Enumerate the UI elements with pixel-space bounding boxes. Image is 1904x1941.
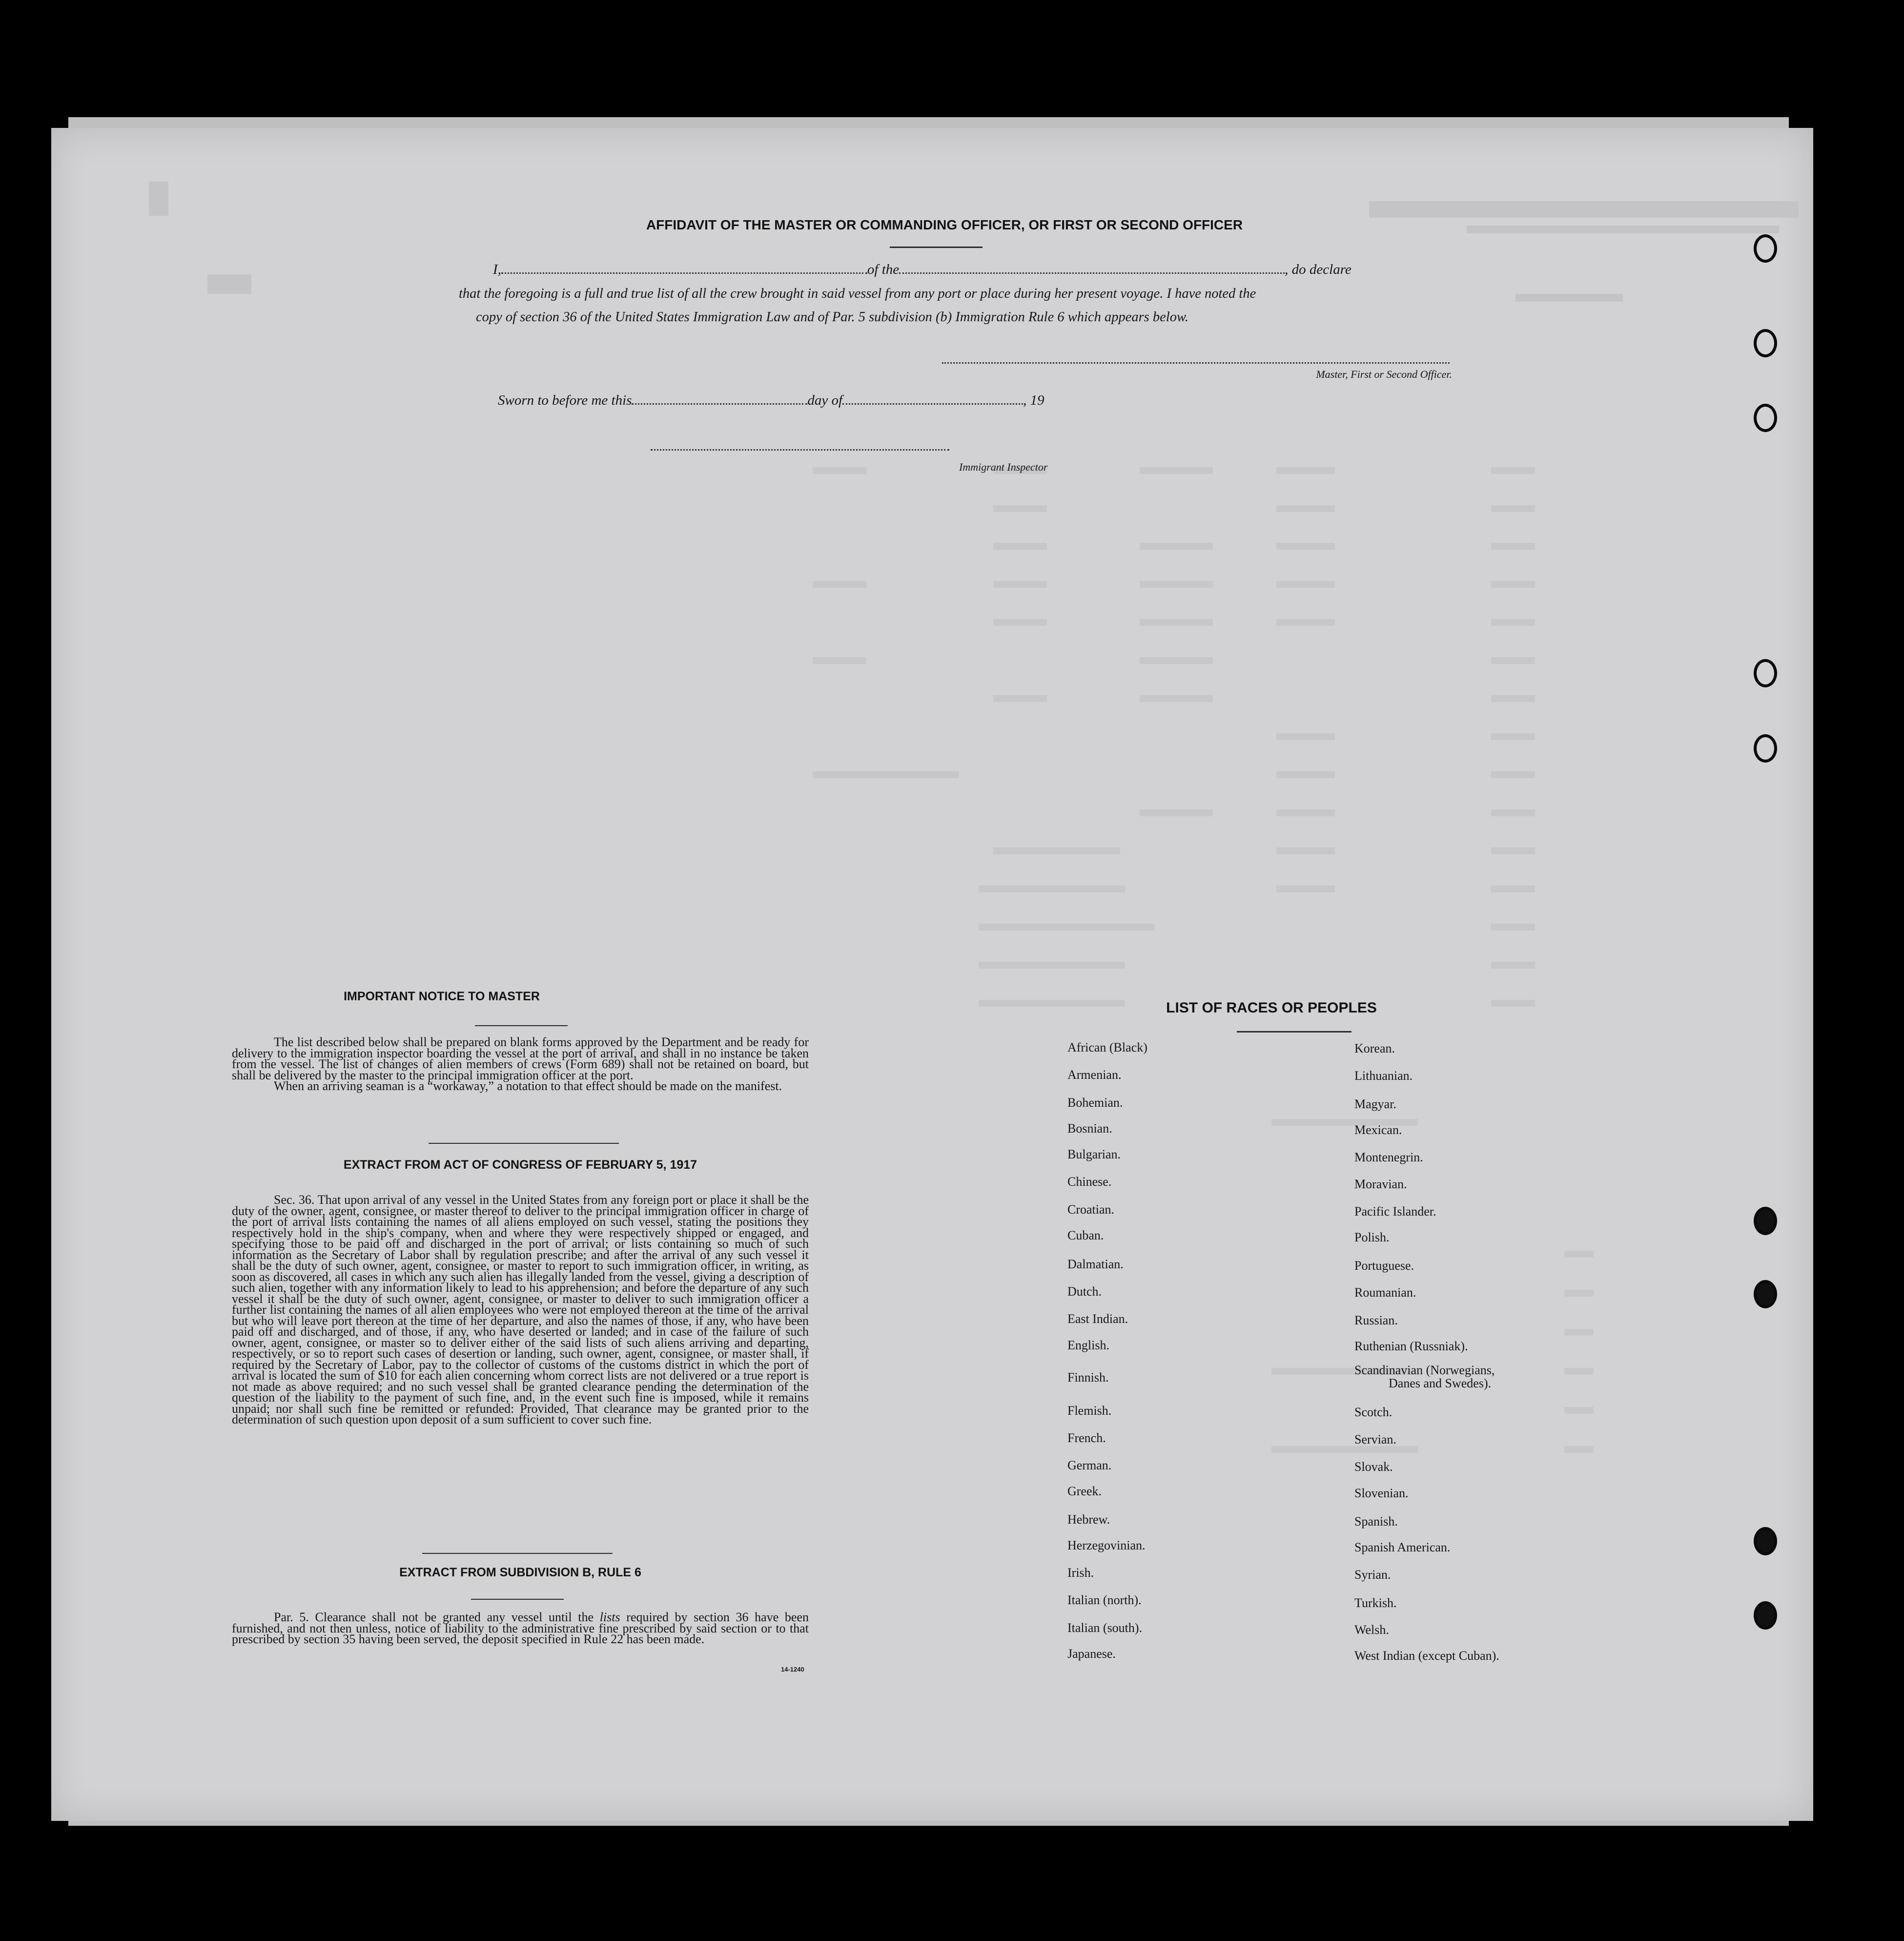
race-item: Lithuanian. (1354, 1069, 1413, 1083)
notice-divider (429, 1143, 619, 1144)
rule-text-lists: lists (599, 1610, 620, 1624)
race-item: East Indian. (1067, 1312, 1128, 1326)
race-item: Welsh. (1354, 1623, 1389, 1637)
race-item: Bosnian. (1067, 1121, 1112, 1136)
punch-hole-icon (1754, 734, 1777, 763)
races-column-1 (1067, 128, 1360, 1821)
race-item: Spanish American. (1354, 1540, 1451, 1554)
rule-text-end: required by section 36 have been furnished, and not then unless, notice of liability to the administrative fine prescribed by said section or to that prescribed by section 35 having been served, the deposit specified in Rule 22 has been made. (232, 1610, 809, 1646)
race-item: Armenian. (1067, 1068, 1122, 1082)
sworn-year: , 19 (1023, 392, 1044, 408)
race-item: Greek. (1067, 1484, 1102, 1498)
race-item: Bohemian. (1067, 1095, 1123, 1110)
act-divider (422, 1553, 613, 1554)
race-item: Ruthenian (Russniak). (1354, 1339, 1468, 1353)
race-item: Scotch. (1354, 1405, 1392, 1419)
race-item: Portuguese. (1354, 1259, 1414, 1273)
race-item: German. (1067, 1458, 1112, 1472)
race-item: Servian. (1354, 1432, 1396, 1446)
notice-title: IMPORTANT NOTICE TO MASTER (344, 990, 540, 1003)
race-item: Mexican. (1354, 1123, 1402, 1137)
race-item: Moravian. (1354, 1177, 1407, 1191)
race-item: Finnish. (1067, 1370, 1109, 1384)
race-item: African (Black) (1067, 1040, 1147, 1054)
inspector-signature-line (651, 449, 949, 451)
punch-hole-icon (1754, 329, 1777, 357)
race-item: Korean. (1354, 1041, 1395, 1055)
punch-hole-icon (1754, 1601, 1777, 1630)
race-item: Syrian. (1354, 1568, 1391, 1582)
rule-text-start: Par. 5. Clearance shall not be granted any vessel until the (274, 1610, 600, 1624)
name-fill-line (501, 270, 867, 274)
sworn-day-of: day of (807, 392, 843, 408)
act-section-36-text: Sec. 36. That upon arrival of any vessel in the United States from any foreign port or place it shall be the duty of the owner, agent, consignee, or master thereof to deliver to the principal immigration officer in charge of the port of arrival lists containing the names of all aliens employed on such vessel, stating the positions they respectively hold in the ship's company, when and where they were respectively shipped or engaged, and specifying those to be paid off and discharged in the port of arrival; or lists containing so much of such information as the Secretary of Labor shall by regulation prescribe; and after the arrival of any such vessel it shall be the duty of such owner, agent, consignee, or master to report to such immigration officer, in writing, as soon as discovered, all cases in which any such alien has illegally landed from the vessel, giving a description of such alien, together with any information likely to lead to his apprehension; and before the departure of any such vessel it shall be the duty of such owner, agent, consignee, or master to deliver to such immigration officer a further list containing the names of all alien employees who were not employed thereon at the time of the arrival but who will leave port thereon at the time of her departure, and also the names of those, if any, who have been paid off and discharged, and of those, if any, who have deserted or landed; and in case of the failure of such owner, agent, consignee, or master so to deliver either of the said lists of such aliens arriving and departing, respectively, or so to report such cases of desertion or landing, such owner, agent, consignee, or master shall, if required by the Secretary of Labor, pay to the collector of customs of the customs district in which the port of arrival is located the sum of $10 for each alien concerning whom correct lists are not delivered or a true report is not made as above required; and no such vessel shall be granted clearance pending the determination of the question of the liability to the payment of such fine, and, in the event such fine is imposed, while it remains unpaid; nor shall such fine be remitted or refunded: Provided, That clearance may be granted prior to the determination of such question upon deposit of a sum sufficient to cover such fine. (232, 1193, 809, 1426)
race-item: Cuban. (1067, 1228, 1104, 1242)
race-item: Danes and Swedes). (1389, 1376, 1492, 1390)
race-item: Herzegovinian. (1067, 1538, 1146, 1552)
affidavit-do-declare: , do declare (1285, 262, 1351, 277)
race-item: French. (1067, 1431, 1106, 1445)
race-item: Irish. (1067, 1566, 1094, 1580)
affidavit-line-2: that the foregoing is a full and true list of all the crew brought in said vessel from any port or place during her present voyage. I have noted the (459, 286, 1256, 301)
race-item: Spanish. (1354, 1514, 1398, 1528)
race-item: Turkish. (1354, 1596, 1397, 1610)
race-item: Dalmatian. (1067, 1257, 1124, 1271)
punch-hole-icon (1754, 1207, 1777, 1235)
punch-hole-icon (1754, 234, 1777, 263)
affidavit-i: I, (493, 262, 501, 277)
race-item: Croatian. (1067, 1202, 1115, 1217)
master-caption: Master, First or Second Officer. (1316, 368, 1452, 380)
sworn-day-fill-line (632, 401, 807, 405)
race-item: Bulgarian. (1067, 1147, 1121, 1161)
notice-paragraph-1: The list described below shall be prepared on blank forms approved by the Department and be ready for delivery to the immigration inspector boarding the vessel at the port of arrival, and shall in no instance be taken from the vessel. The list of changes of alien members of crews (Form 689) shall not be retained on board, but shall be delivered by the master to the principal immigration officer at the port. (232, 1035, 809, 1082)
races-column-2 (1354, 128, 1696, 1821)
race-item: Italian (south). (1067, 1621, 1143, 1635)
race-item: Flemish. (1067, 1404, 1112, 1418)
race-item: Hebrew. (1067, 1512, 1110, 1527)
affidavit-line-3: copy of section 36 of the United States Immigration Law and of Par. 5 subdivision (b) Immigration Rule 6 which appears below. (476, 310, 1188, 325)
sworn-text: Sworn to before me this (498, 392, 632, 408)
notice-paragraph-2: When an arriving seaman is a “workaway,” a notation to that effect should be made on the manifest. (274, 1079, 782, 1093)
race-item: Slovak. (1354, 1460, 1393, 1474)
race-item: Scandinavian (Norwegians, (1354, 1363, 1495, 1377)
races-title: LIST OF RACES OR PEOPLES (1166, 1000, 1377, 1016)
affidavit-of-the: of the (867, 262, 900, 277)
race-item: Pacific Islander. (1354, 1204, 1436, 1218)
manifest-back-page (51, 128, 1813, 1821)
affidavit-title-rule (890, 247, 983, 248)
race-item: English. (1067, 1338, 1109, 1352)
punch-hole-icon (1754, 404, 1777, 432)
race-item: Chinese. (1067, 1175, 1112, 1189)
affidavit-title: AFFIDAVIT OF THE MASTER OR COMMANDING OFFICER, OR FIRST OR SECOND OFFICER (646, 217, 1243, 232)
race-item: Italian (north). (1067, 1593, 1142, 1607)
act-title: EXTRACT FROM ACT OF CONGRESS OF FEBRUARY 5, 1917 (343, 1158, 697, 1172)
rule-title: EXTRACT FROM SUBDIVISION B, RULE 6 (399, 1566, 641, 1579)
race-item: Japanese. (1067, 1647, 1116, 1661)
race-item: Montenegrin. (1354, 1150, 1423, 1164)
race-item: Polish. (1354, 1230, 1390, 1244)
race-item: Roumanian. (1354, 1285, 1416, 1300)
notice-body (232, 1037, 809, 1092)
rule-title-rule (471, 1599, 564, 1600)
notice-title-rule (475, 1025, 568, 1026)
race-item: West Indian (except Cuban). (1354, 1649, 1499, 1663)
rule-paragraph-5 (232, 1612, 809, 1645)
race-item: Russian. (1354, 1313, 1398, 1327)
race-item: Slovenian. (1354, 1486, 1409, 1500)
sworn-month-fill-line (842, 401, 1023, 405)
punch-hole-icon (1754, 659, 1777, 687)
race-item: Dutch. (1067, 1284, 1102, 1299)
punch-hole-icon (1754, 1280, 1777, 1308)
race-item: Magyar. (1354, 1097, 1396, 1111)
form-number: 14-1240 (781, 1666, 804, 1673)
punch-hole-icon (1754, 1527, 1777, 1555)
inspector-caption: Immigrant Inspector (959, 461, 1048, 473)
